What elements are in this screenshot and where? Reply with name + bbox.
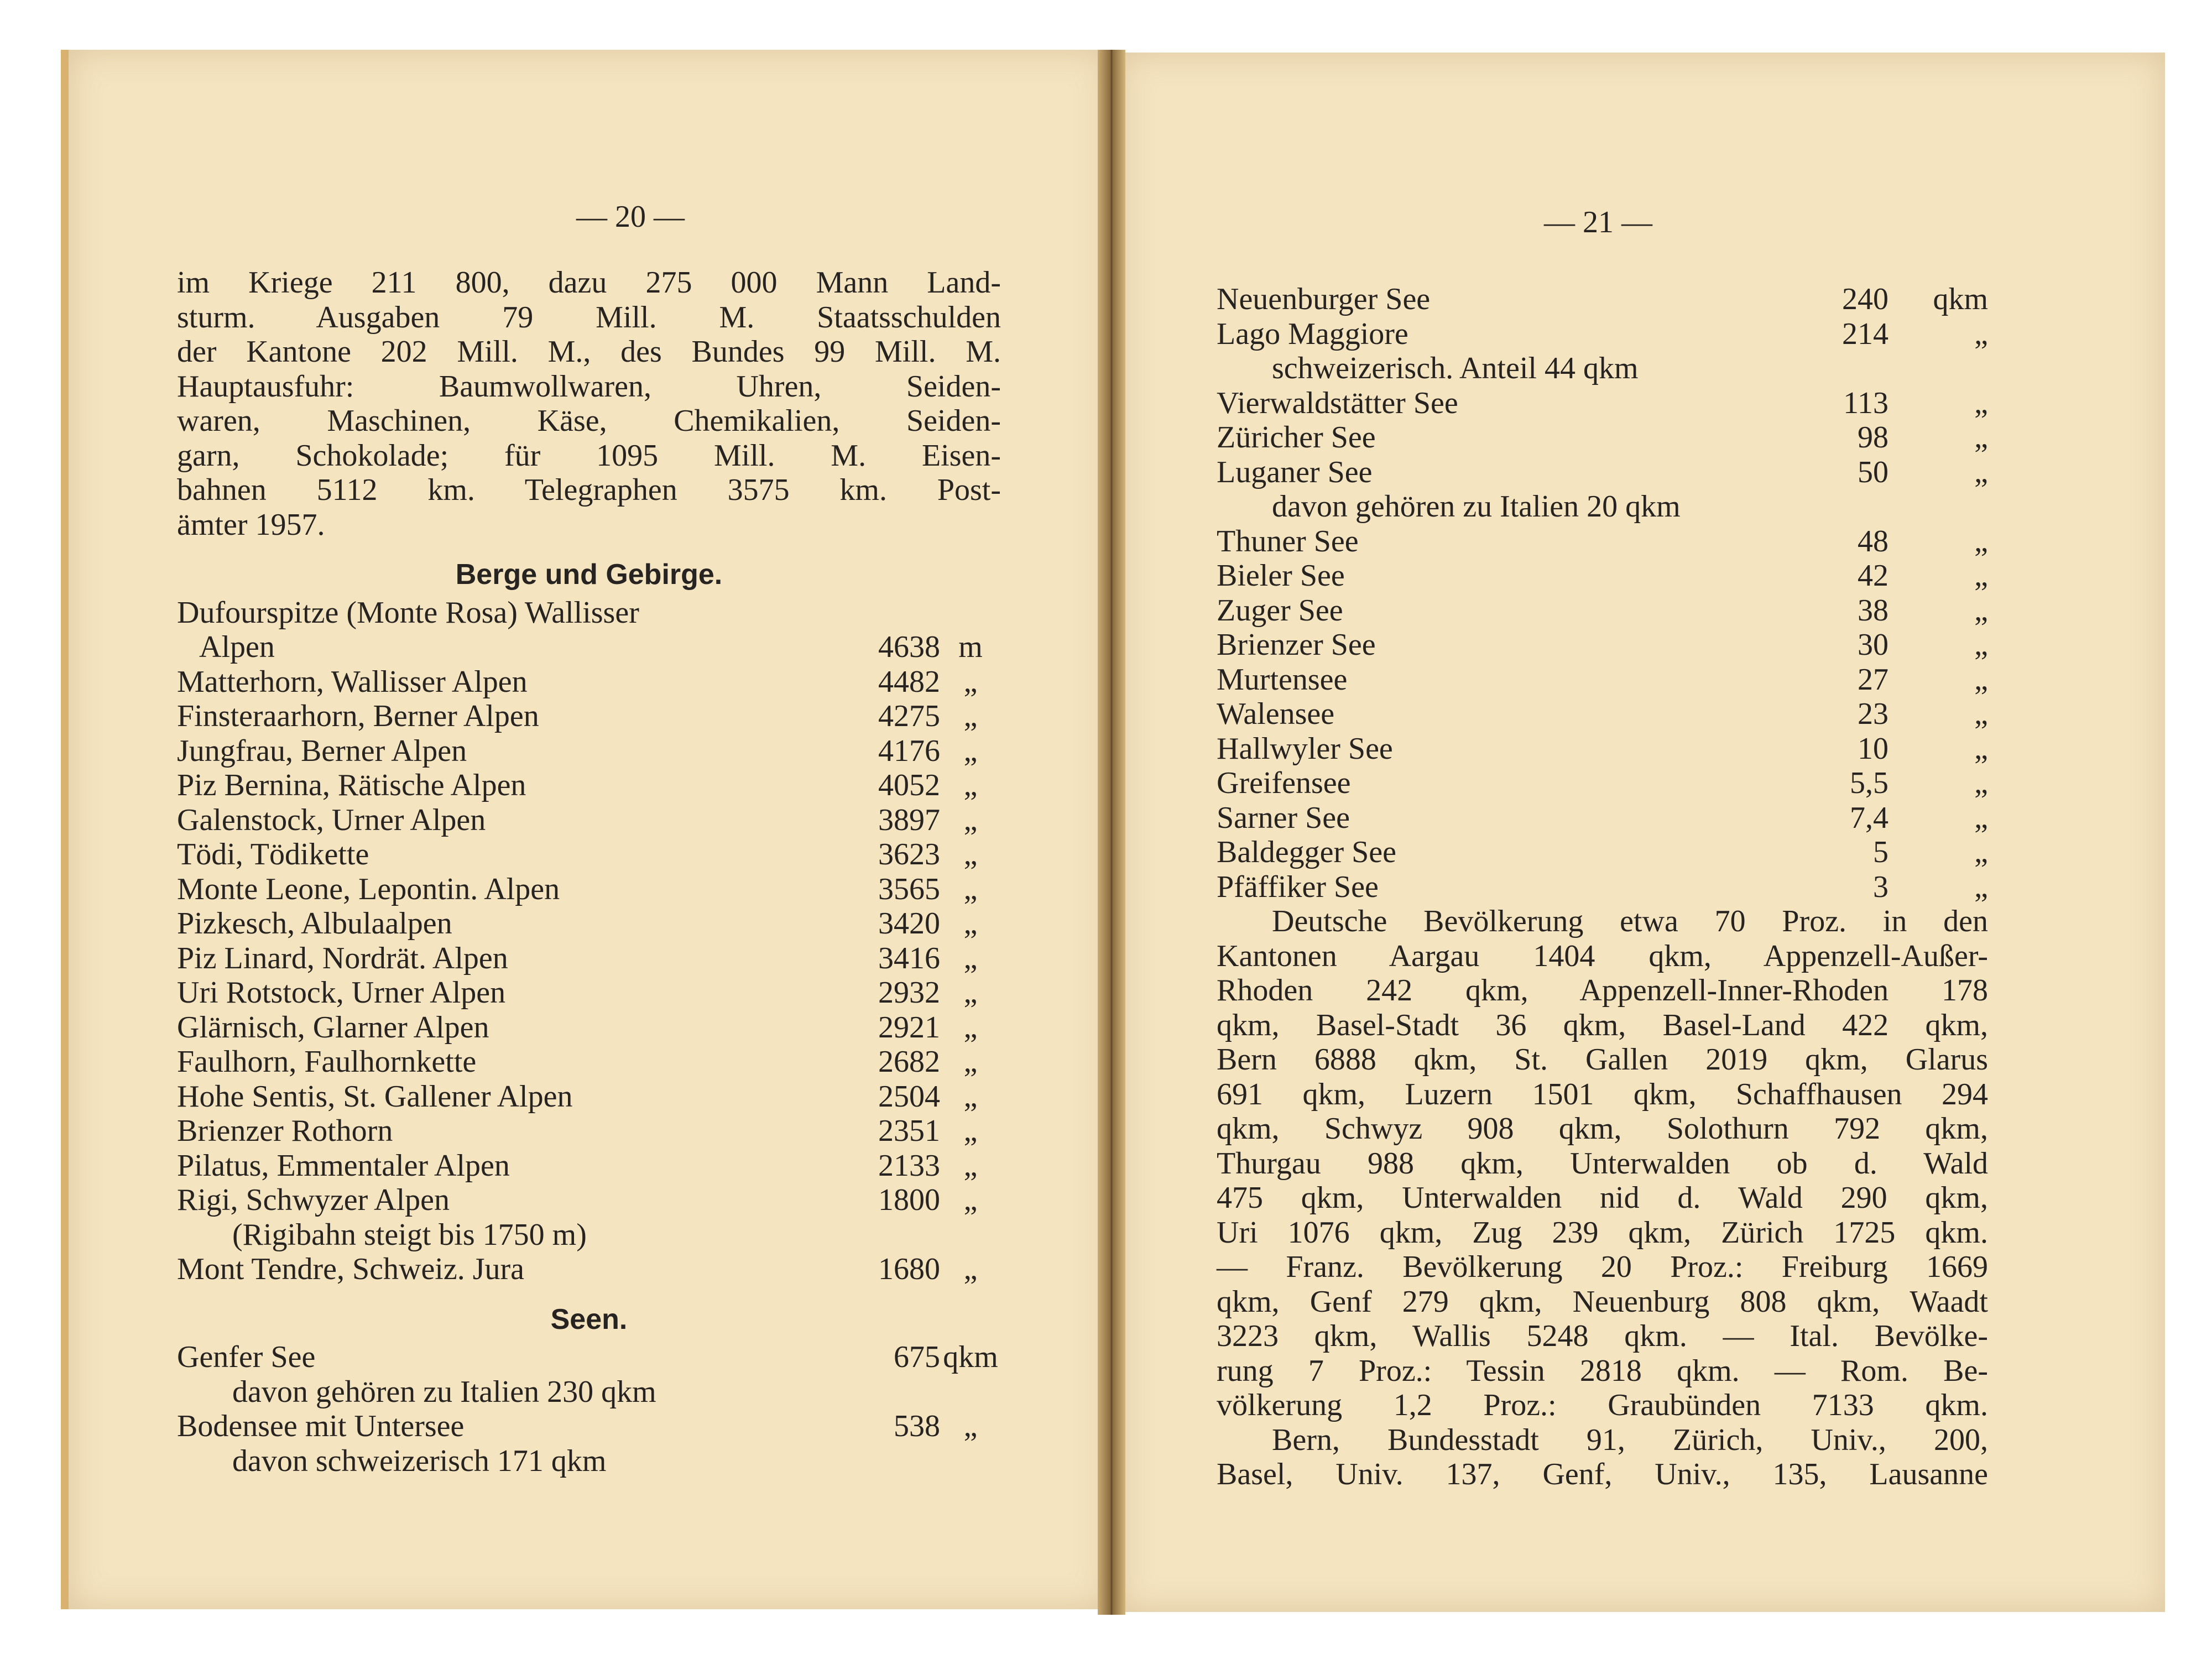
lake-area: 3 <box>1873 869 1888 904</box>
text-line: völkerung 1,2 Proz.: Graubünden 7133 qkm. <box>1217 1388 1988 1422</box>
lake-area: 48 <box>1858 524 1888 559</box>
lake-unit: „ <box>1974 455 1988 489</box>
mountain-name: Rigi, Schwyzer Alpen <box>177 1183 450 1217</box>
text-line: Rhoden 242 qkm, Appenzell-Inner-Rhoden 178 <box>1217 973 1988 1008</box>
lake-name: Lago Maggiore <box>1217 316 1408 351</box>
mountain-row <box>177 872 1001 907</box>
mountain-height: 4638 <box>878 630 940 664</box>
lake-note: davon gehören zu Italien 230 qkm <box>232 1374 656 1409</box>
lake-row <box>1217 386 1988 421</box>
mountain-height: 4482 <box>878 664 940 699</box>
mountain-height: 4052 <box>878 768 940 802</box>
lake-note: davon gehören zu Italien 20 qkm <box>1272 489 1681 524</box>
mountain-name: Pizkesch, Albulaalpen <box>177 906 452 941</box>
lake-unit: „ <box>1974 628 1988 662</box>
mountain-height: 3416 <box>878 941 940 975</box>
mountain-unit: „ <box>963 1010 978 1045</box>
lake-area: 42 <box>1858 559 1888 593</box>
mountain-name: Jungfrau, Berner Alpen <box>177 733 467 768</box>
mountain-unit: „ <box>963 941 978 975</box>
mountain-height: 2921 <box>878 1010 940 1045</box>
text-line: Hauptausfuhr: Baumwollwaren, Uhren, Seiden- <box>177 369 1001 404</box>
lake-row <box>1217 697 1988 732</box>
mountain-row <box>177 1045 1001 1079</box>
lake-area: 27 <box>1858 662 1888 697</box>
mountain-name: Glärnisch, Glarner Alpen <box>177 1010 489 1045</box>
lake-row <box>1217 282 1988 317</box>
mountain-row <box>177 1183 1001 1218</box>
mountain-row <box>177 975 1001 1010</box>
mountain-row <box>177 1149 1001 1183</box>
text-line: Bern, Bundesstadt 91, Zürich, Univ., 200, <box>1272 1422 1988 1457</box>
lake-unit: „ <box>1974 766 1988 800</box>
mountain-unit: „ <box>963 1148 978 1183</box>
lake-area: 50 <box>1858 455 1888 489</box>
mountain-name: Uri Rotstock, Urner Alpen <box>177 975 506 1010</box>
lake-area: 7,4 <box>1850 800 1888 835</box>
lake-name: Züricher See <box>1217 420 1376 455</box>
lake-name: Walensee <box>1217 697 1335 731</box>
lake-row <box>1217 524 1988 559</box>
text-line: Deutsche Bevölkerung etwa 70 Proz. in den <box>1272 904 1988 938</box>
lake-unit: qkm <box>1933 282 1988 316</box>
lake-unit: „ <box>1974 835 1988 869</box>
mountain-name: Monte Leone, Lepontin. Alpen <box>177 872 560 906</box>
lake-row <box>1217 420 1988 455</box>
mountain-unit: „ <box>963 768 978 802</box>
lake-area: 5,5 <box>1850 766 1888 800</box>
page-number-right: — 21 — <box>1544 205 1652 239</box>
text-line: qkm, Schwyz 908 qkm, Solothurn 792 qkm, <box>1217 1112 1988 1146</box>
mountain-row <box>177 630 1001 665</box>
mountain-unit: „ <box>963 906 978 941</box>
lake-row <box>1217 662 1988 697</box>
lake-unit: „ <box>1974 731 1988 766</box>
lake-row <box>1217 801 1988 836</box>
mountain-name: Alpen <box>199 630 275 664</box>
lake-unit: „ <box>963 1409 978 1443</box>
text-line: im Kriege 211 800, dazu 275 000 Mann Land- <box>177 265 1001 300</box>
mountain-height: 2932 <box>878 975 940 1010</box>
lake-row <box>1217 455 1988 490</box>
lake-row <box>1217 732 1988 766</box>
right-page-text <box>1217 282 1988 1492</box>
lake-list-a <box>1217 386 1988 490</box>
lakes-heading: Seen. <box>550 1303 628 1335</box>
lake-note: schweizerisch. Anteil 44 qkm <box>1272 351 1639 385</box>
mountain-row <box>177 941 1001 976</box>
lake-name: Luganer See <box>1217 455 1373 489</box>
mountain-row <box>177 906 1001 941</box>
lake-name: Bodensee mit Untersee <box>177 1409 465 1443</box>
lake-row <box>1217 870 1988 905</box>
lake-name: Zuger See <box>1217 593 1343 628</box>
lake-name: Murtensee <box>1217 662 1348 697</box>
lake-unit: „ <box>1974 800 1988 835</box>
mountain-row <box>177 768 1001 803</box>
lake-area: 10 <box>1858 731 1888 766</box>
mountain-height: 1800 <box>878 1183 940 1217</box>
mountain-row <box>177 837 1001 872</box>
mountain-row <box>177 1079 1001 1114</box>
lake-row <box>1217 317 1988 352</box>
lake-row <box>1217 628 1988 662</box>
mountain-row <box>177 734 1001 769</box>
mountains-heading: Berge und Gebirge. <box>455 559 723 591</box>
intro-paragraph <box>177 265 1001 542</box>
mountain-name: Pilatus, Emmentaler Alpen <box>177 1148 510 1183</box>
lake-row <box>1217 835 1988 870</box>
rigi-note: (Rigibahn steigt bis 1750 m) <box>232 1217 587 1252</box>
lake-area: 23 <box>1858 697 1888 731</box>
lake-name: Hallwyler See <box>1217 731 1393 766</box>
text-line: 3223 qkm, Wallis 5248 qkm. — Ital. Bevölke- <box>1217 1319 1988 1353</box>
lake-area: 538 <box>894 1409 940 1443</box>
mountain-name: Matterhorn, Wallisser Alpen <box>177 664 528 699</box>
lake-name: Genfer See <box>177 1340 316 1374</box>
mountain-unit: „ <box>963 802 978 837</box>
text-line: — Franz. Bevölkerung 20 Proz.: Freiburg 1669 <box>1217 1250 1988 1284</box>
text-line: 691 qkm, Luzern 1501 qkm, Schaffhausen 294 <box>1217 1077 1988 1112</box>
lake-name: Baldegger See <box>1217 835 1396 869</box>
lake-area: 113 <box>1843 385 1888 420</box>
text-line: waren, Maschinen, Käse, Chemikalien, Seiden- <box>177 404 1001 438</box>
mountain-height: 3565 <box>878 872 940 906</box>
mountain-row <box>177 803 1001 838</box>
mountain-name: Finsteraarhorn, Berner Alpen <box>177 699 539 733</box>
mountain-unit: „ <box>963 1045 978 1079</box>
lake-row <box>1217 593 1988 628</box>
text-line: garn, Schokolade; für 1095 Mill. M. Eisen- <box>177 438 1001 473</box>
lake-name: Sarner See <box>1217 800 1350 835</box>
text-line: sturm. Ausgaben 79 Mill. M. Staatsschulden <box>177 300 1001 335</box>
lake-unit: „ <box>1974 593 1988 628</box>
lake-area: 675 <box>894 1340 940 1374</box>
mountain-name: Faulhorn, Faulhornkette <box>177 1045 477 1079</box>
text-line: der Kantone 202 Mill. M., des Bundes 99 Mill. M. <box>177 335 1001 369</box>
left-page-text <box>177 265 1001 1478</box>
lake-name: Neuenburger See <box>1217 282 1431 316</box>
lake-name: Thuner See <box>1217 524 1359 559</box>
lake-area: 5 <box>1873 835 1888 869</box>
mountain-row <box>177 1010 1001 1045</box>
mountain-height: 1680 <box>878 1252 940 1286</box>
lake-unit: „ <box>1974 559 1988 593</box>
text-line: bahnen 5112 km. Telegraphen 3575 km. Post- <box>177 473 1001 507</box>
mountain-name: Brienzer Rothorn <box>177 1114 393 1148</box>
text-line: Uri 1076 qkm, Zug 239 qkm, Zürich 1725 qkm. <box>1217 1215 1988 1250</box>
page-number-left: — 20 — <box>576 200 685 234</box>
text-line: 475 qkm, Unterwalden nid d. Wald 290 qkm, <box>1217 1181 1988 1215</box>
lake-area: 240 <box>1842 282 1888 316</box>
text-line: qkm, Basel-Stadt 36 qkm, Basel-Land 422 qkm, <box>1217 1008 1988 1042</box>
mountain-height: 2682 <box>878 1045 940 1079</box>
mountain-height: 4176 <box>878 733 940 768</box>
mountain-unit: „ <box>963 837 978 872</box>
lake-unit: „ <box>1974 697 1988 731</box>
text-line: qkm, Genf 279 qkm, Neuenburg 808 qkm, Waadt <box>1217 1284 1988 1319</box>
lake-unit: „ <box>1974 316 1988 351</box>
mountain-unit: m <box>958 630 983 664</box>
lake-unit: „ <box>1974 662 1988 697</box>
lake-unit: „ <box>1974 524 1988 559</box>
mountain-row <box>177 1114 1001 1149</box>
lake-area: 98 <box>1858 420 1888 455</box>
lake-unit: „ <box>1974 869 1988 904</box>
lake-row <box>177 1409 1001 1444</box>
lake-note: davon schweizerisch 171 qkm <box>232 1443 607 1478</box>
mountain-height: 2504 <box>878 1079 940 1114</box>
mountain-unit: „ <box>963 1183 978 1217</box>
lake-name: Pfäffiker See <box>1217 869 1379 904</box>
text-line: ämter 1957. <box>177 507 325 542</box>
population-paragraph <box>1217 904 1988 1492</box>
mountain-height: 2351 <box>878 1114 940 1148</box>
mountain-unit: „ <box>963 699 978 733</box>
mountain-height: 3623 <box>878 837 940 872</box>
mountain-name: Galenstock, Urner Alpen <box>177 802 486 837</box>
lake-name: Greifensee <box>1217 766 1351 800</box>
mountain-list <box>177 630 1001 1218</box>
text-line: rung 7 Proz.: Tessin 2818 qkm. — Rom. Be- <box>1217 1353 1988 1388</box>
mountain-height: 3897 <box>878 802 940 837</box>
mountain-unit: „ <box>963 664 978 699</box>
lake-name: Brienzer See <box>1217 628 1376 662</box>
mountain-row <box>177 1252 1001 1287</box>
text-line: Kantonen Aargau 1404 qkm, Appenzell-Außer- <box>1217 938 1988 973</box>
lake-unit: „ <box>1974 420 1988 455</box>
lake-unit: qkm <box>943 1340 998 1374</box>
text-line: Bern 6888 qkm, St. Gallen 2019 qkm, Glarus <box>1217 1042 1988 1077</box>
mountain-height: 3420 <box>878 906 940 941</box>
mountain-unit: „ <box>963 872 978 906</box>
lake-row <box>1217 559 1988 593</box>
mountain-name: Piz Linard, Nordrät. Alpen <box>177 941 508 975</box>
text-line: Basel, Univ. 137, Genf, Univ., 135, Lausanne <box>1217 1457 1988 1491</box>
mountain-first-line: Dufourspitze (Monte Rosa) Wallisser <box>177 595 639 630</box>
book-gutter <box>1098 50 1125 1615</box>
lake-row <box>177 1340 1001 1375</box>
lake-name: Vierwaldstätter See <box>1217 385 1458 420</box>
lake-area: 38 <box>1858 593 1888 628</box>
mountain-height: 4275 <box>878 699 940 733</box>
mountain-unit: „ <box>963 733 978 768</box>
mountain-unit: „ <box>963 1079 978 1114</box>
lake-unit: „ <box>1974 385 1988 420</box>
mountain-unit: „ <box>963 975 978 1010</box>
mountain-name: Mont Tendre, Schweiz. Jura <box>177 1252 525 1286</box>
text-line: Thurgau 988 qkm, Unterwalden ob d. Wald <box>1217 1146 1988 1181</box>
mountain-row <box>177 699 1001 734</box>
mountain-name: Tödi, Tödikette <box>177 837 369 872</box>
lake-area: 214 <box>1842 316 1888 351</box>
mountain-unit: „ <box>963 1252 978 1286</box>
mountain-name: Hohe Sentis, St. Gallener Alpen <box>177 1079 573 1114</box>
lake-list-b <box>1217 524 1988 905</box>
mountain-height: 2133 <box>878 1148 940 1183</box>
mountain-unit: „ <box>963 1114 978 1148</box>
mountain-row <box>177 665 1001 700</box>
lake-name: Bieler See <box>1217 559 1345 593</box>
mountain-name: Piz Bernina, Rätische Alpen <box>177 768 526 802</box>
lake-area: 30 <box>1858 628 1888 662</box>
lake-row <box>1217 766 1988 801</box>
